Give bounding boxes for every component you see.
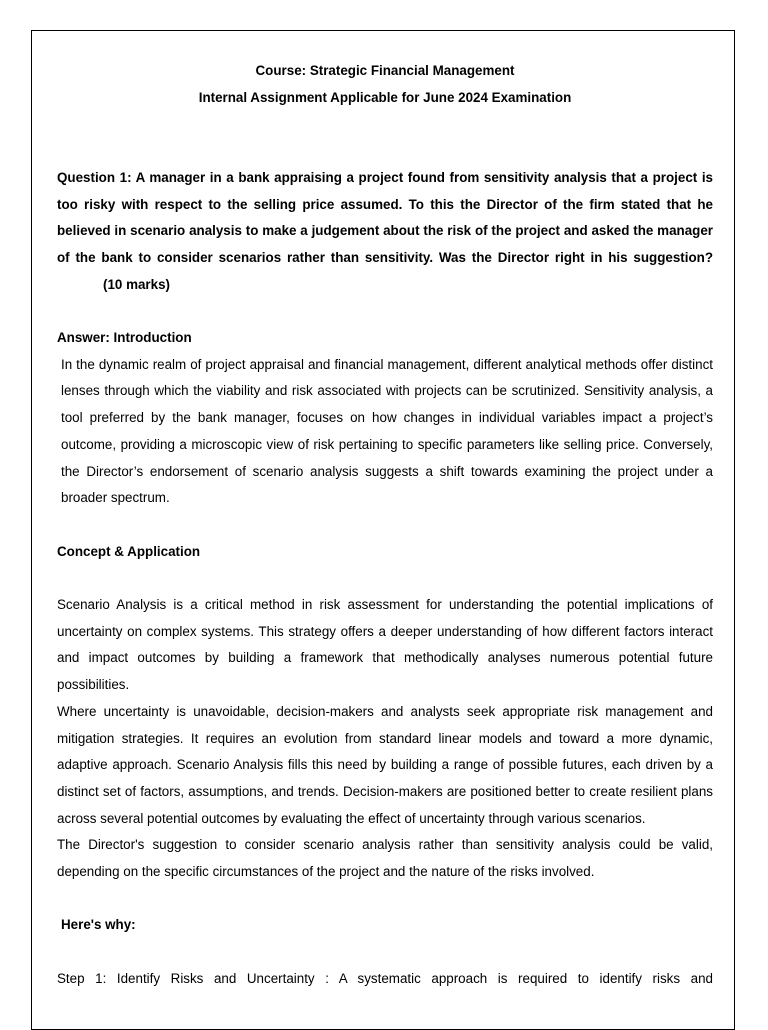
document-body [57, 58, 713, 993]
step-1-paragraph: Step 1: Identify Risks and Uncertainty : A systematic approach is required to identify risks and [57, 970, 713, 986]
spacer [57, 886, 713, 913]
concept-paragraph-1: Scenario Analysis is a critical method in risk assessment for understanding the potential implications of uncertainty on complex systems. This strategy offers a deeper understanding of how different factors interact and impact outcomes by building a framework that methodically analyses numerous potential future possibilities. [57, 597, 713, 693]
answer-intro-heading: Answer: Introduction [57, 330, 192, 345]
question-text: Question 1: A manager in a bank appraising a project found from sensitivity analysis that a project is too risky with respect to the selling price assumed. To this the Director of the firm stated that he believed in scenario analysis to make a judgement about the risk of the project and asked the manager of the bank to consider scenarios rather than sensitivity. Was the Director right in his suggestion? [57, 169, 713, 265]
spacer [57, 565, 713, 592]
spacer [57, 298, 713, 325]
concept-heading: Concept & Application [57, 543, 201, 559]
why-heading: Here's why: [61, 917, 136, 933]
spacer [57, 111, 713, 164]
concept-paragraph-3: The Director's suggestion to consider scenario analysis rather than sensitivity analysis could be valid, depending on the specific circumstances of the project and the nature of the risks involved. [57, 837, 713, 880]
course-title: Course: Strategic Financial Management [255, 63, 515, 78]
answer-intro-paragraph: In the dynamic realm of project appraisal and financial management, different analytical methods offer distinct lenses through which the viability and risk associated with projects can be scrutinized. Sensitivity analysis, a tool preferred by the bank manager, focuses on how changes in individual variables impact a project’s outcome, providing a microscopic view of risk pertaining to specific parameters like selling price. Conversely, the Director’s endorsement of scenario analysis suggests a shift towards examining the project under a broader spectrum. [61, 356, 713, 506]
spacer [57, 512, 713, 539]
spacer [57, 939, 713, 966]
question-1 [57, 165, 713, 299]
question-marks: (10 marks) [103, 276, 170, 292]
assignment-title: Internal Assignment Applicable for June 2024 Examination [198, 89, 572, 105]
concept-paragraph-2: Where uncertainty is unavoidable, decision-makers and analysts seek appropriate risk management and mitigation strategies. It requires an evolution from standard linear models and toward a more dynamic, adaptive approach. Scenario Analysis fills this need by building a range of possible futures, each driven by a distinct set of factors, assumptions, and trends. Decision-makers are positioned better to create resilient plans across several potential outcomes by evaluating the effect of uncertainty through various scenarios. [57, 703, 713, 826]
